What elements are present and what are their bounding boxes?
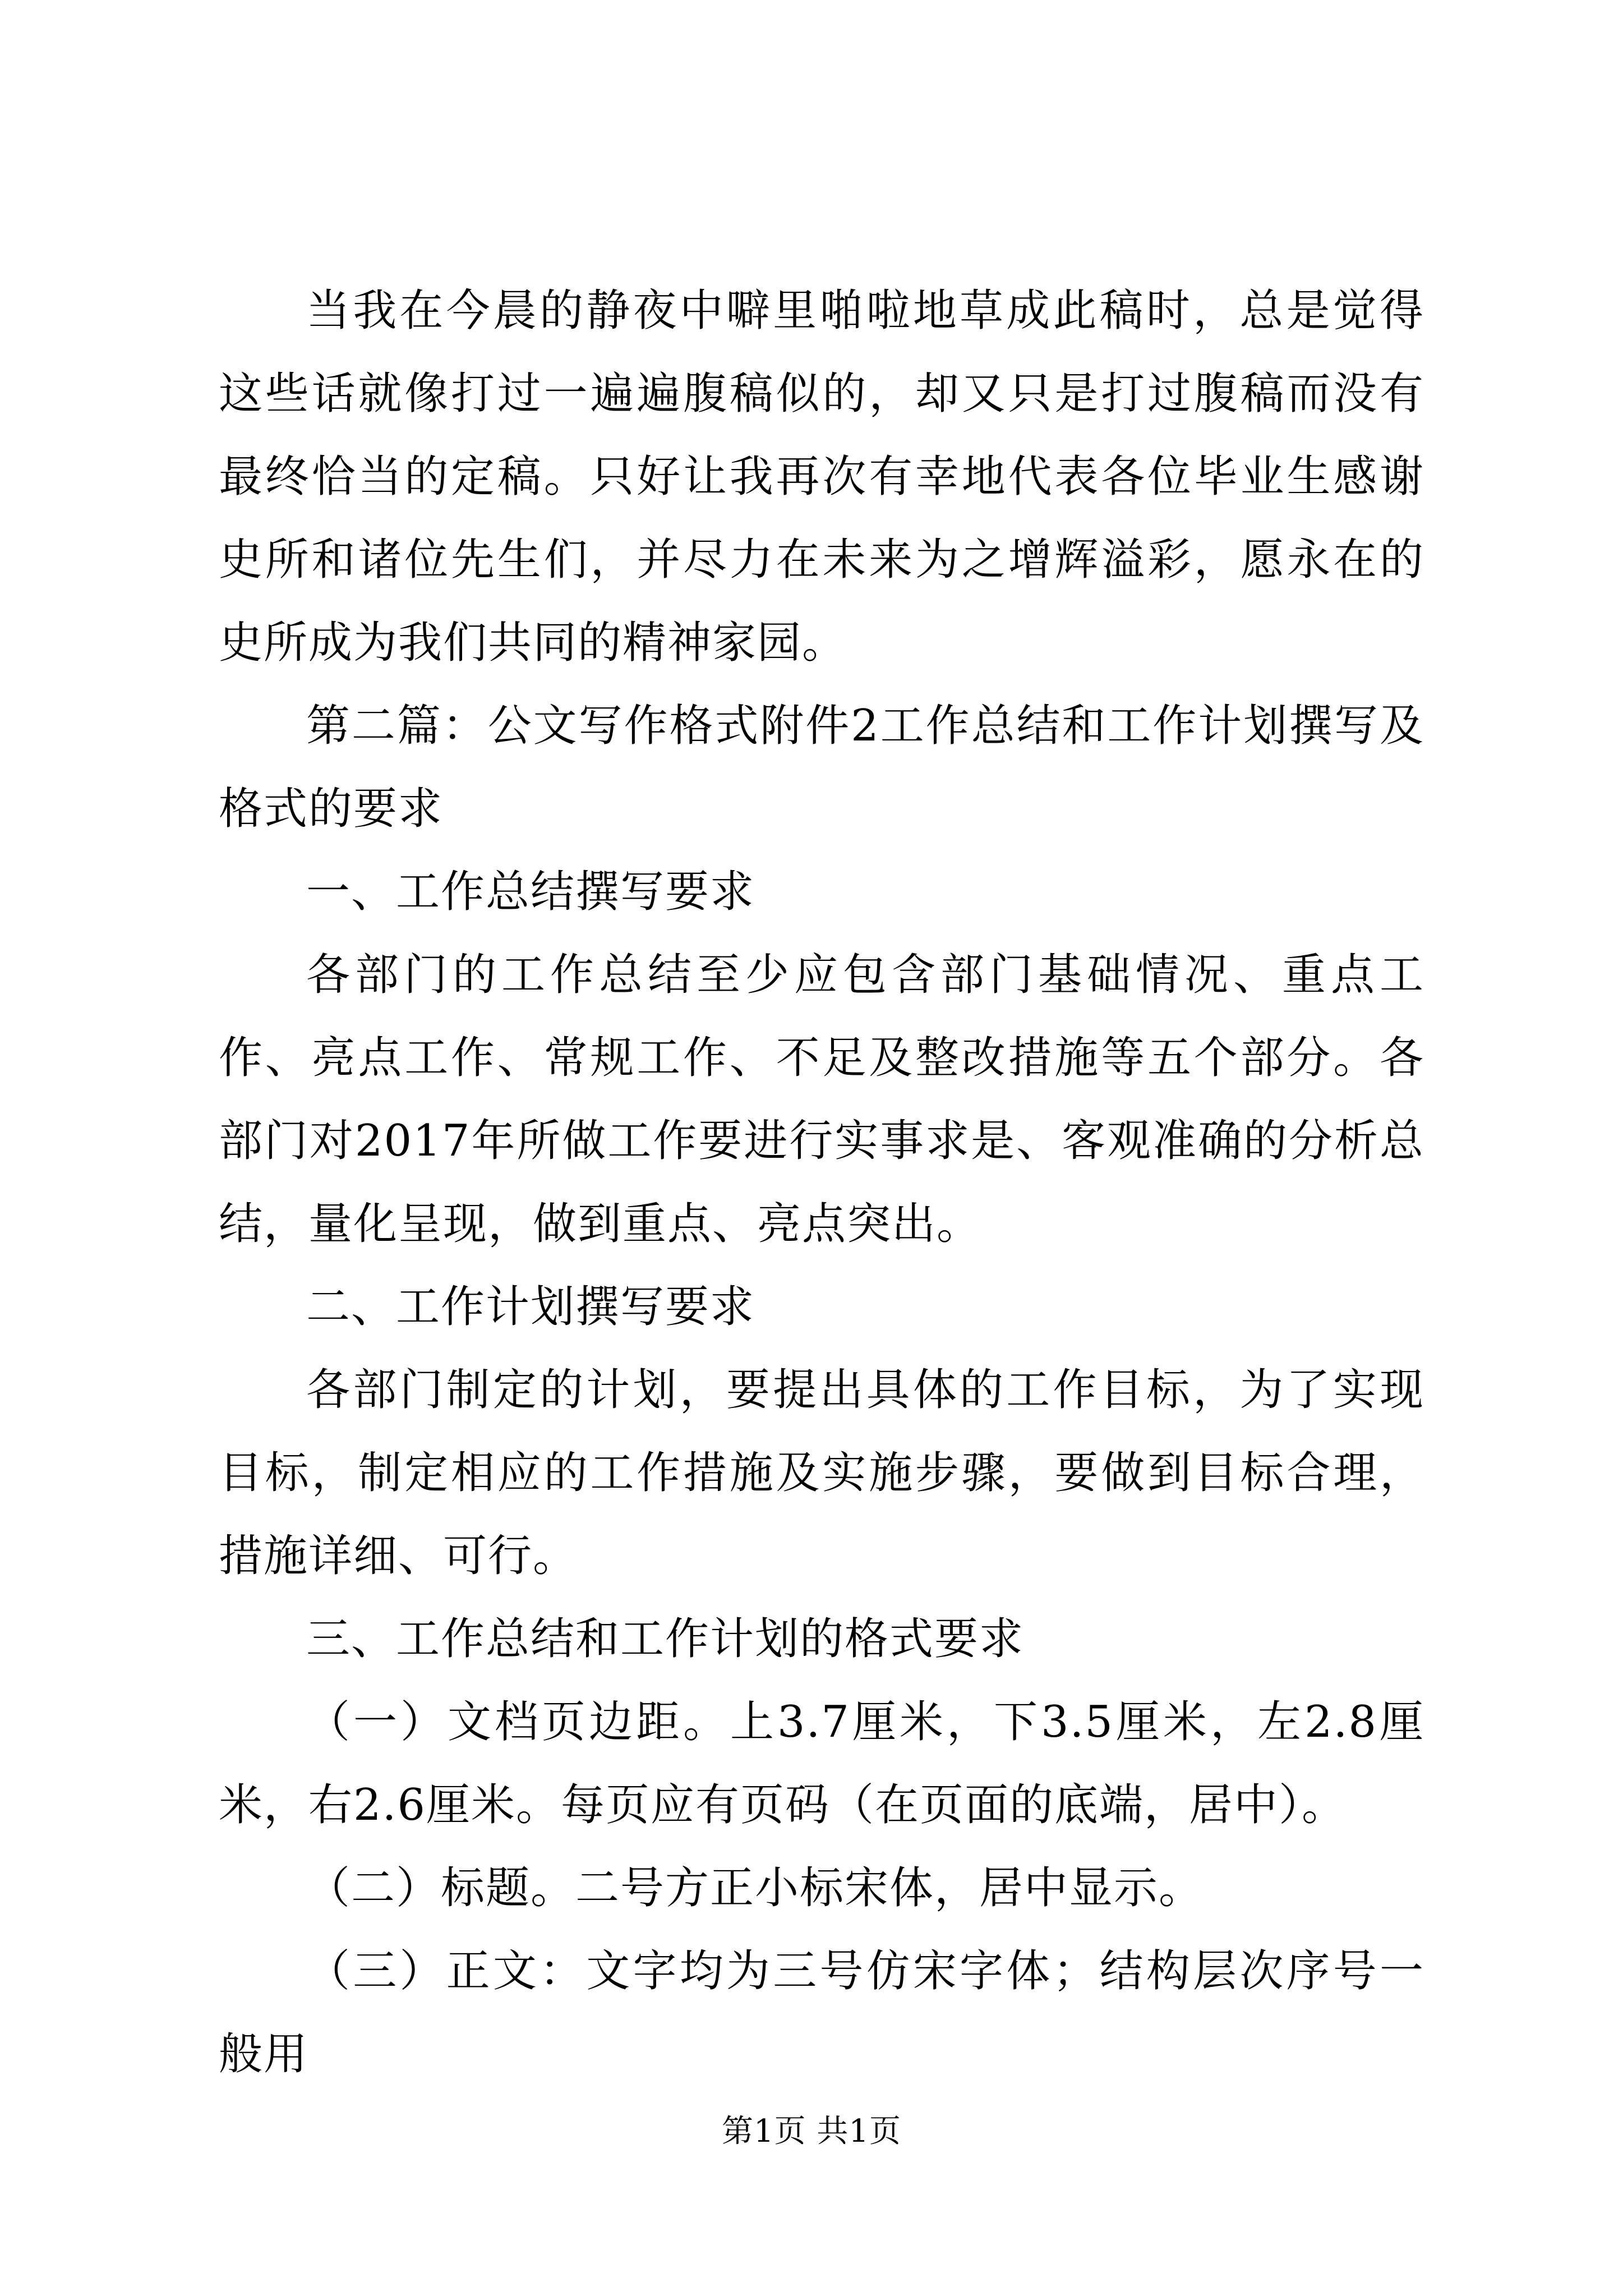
paragraph-plan-requirements: 各部门制定的计划，要提出具体的工作目标，为了实现目标，制定相应的工作措施及实施步骤，要做到目标合理，措施详细、可行。 xyxy=(219,1365,1424,1581)
heading-plan-requirements: 二、工作计划撰写要求 xyxy=(306,1282,755,1332)
paragraph-summary-requirements: 各部门的工作总结至少应包含部门基础情况、重点工作、亮点工作、常规工作、不足及整改措施等五个部分。各部门对2017年所做工作要进行实事求是、客观准确的分析总结，量化呈现，做到重点、亮点突出。 xyxy=(219,950,1424,1249)
paragraph-section-title: 第二篇：公文写作格式附件2工作总结和工作计划撰写及格式的要求 xyxy=(219,701,1424,834)
paragraph-body-format: （三）正文：文字均为三号仿宋字体；结构层次序号一般用 xyxy=(219,1946,1424,2079)
paragraph-margins: （一）文档页边距。上3.7厘米，下3.5厘米，左2.8厘米，右2.6厘米。每页应有页码（在页面的底端，居中）。 xyxy=(219,1697,1424,1830)
heading-summary-requirements: 一、工作总结撰写要求 xyxy=(306,867,755,917)
paragraph-title-format: （二）标题。二号方正小标宋体，居中显示。 xyxy=(306,1863,1204,1913)
page-number-footer: 第1页 共1页 xyxy=(721,2113,902,2150)
document-body xyxy=(219,269,1424,2096)
paragraph-closing-remarks: 当我在今晨的静夜中噼里啪啦地草成此稿时，总是觉得这些话就像打过一遍遍腹稿似的，却又只是打过腹稿而没有最终恰当的定稿。只好让我再次有幸地代表各位毕业生感谢史所和诸位先生们，并尽力在未来为之增辉溢彩，愿永在的史所成为我们共同的精神家园。 xyxy=(219,286,1424,668)
heading-format-requirements: 三、工作总结和工作计划的格式要求 xyxy=(306,1614,1025,1664)
